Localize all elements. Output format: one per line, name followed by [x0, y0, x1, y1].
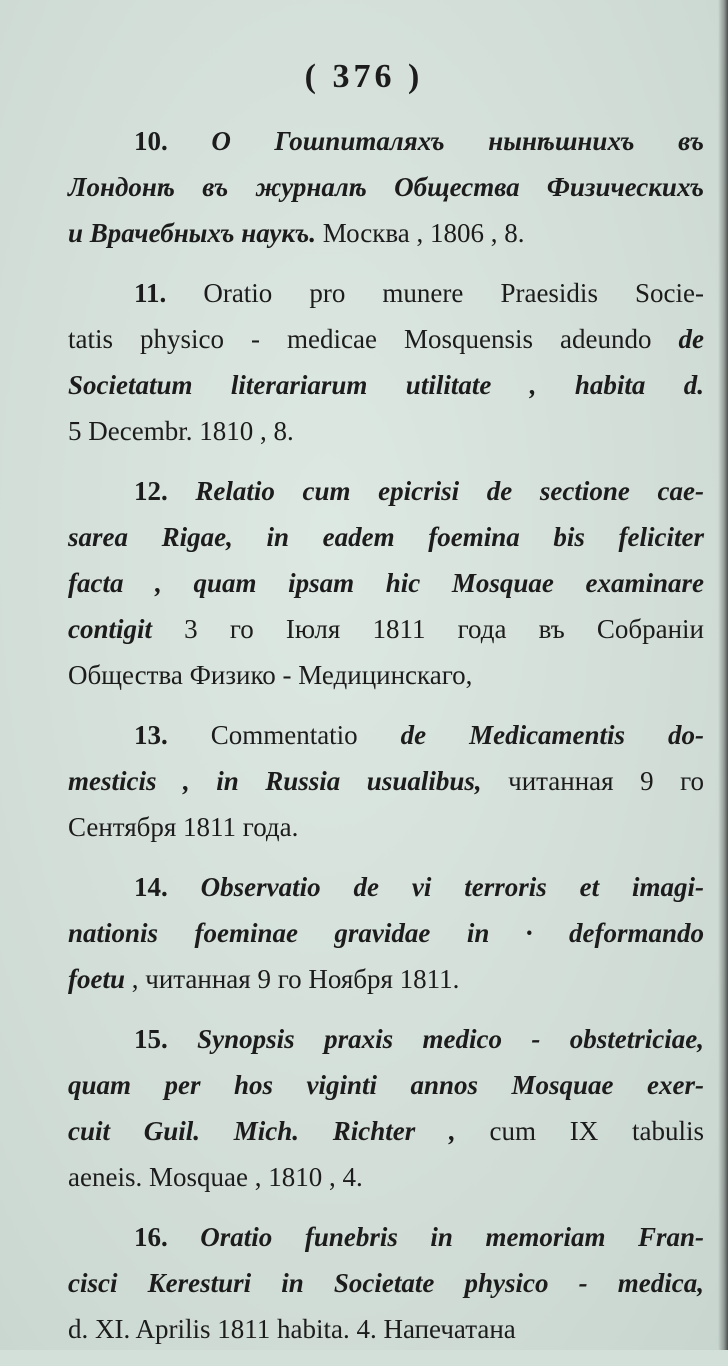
italic-text: cuit Guil. Mich. Richter , [68, 1116, 456, 1146]
italic-text: de [678, 324, 704, 354]
entry-line [68, 712, 704, 758]
italic-text: Observatio de vi terroris et imagi- [200, 872, 705, 902]
entry-number: 12. [134, 476, 196, 506]
entry-number: 15. [134, 1024, 198, 1054]
roman-text: Oratio pro munere Praesidis Socie- [203, 278, 704, 308]
bibliography-entry [68, 1214, 704, 1352]
entry-line [68, 956, 704, 1002]
italic-text: О Гошпиталяхъ нынѣшнихъ въ [211, 126, 704, 156]
roman-text: Сентября 1811 года. [68, 812, 299, 842]
bibliography-entry [68, 712, 704, 850]
roman-text: cum IX tabulis [455, 1116, 704, 1146]
italic-text: sarea Rigae, in eadem foemina bis feliciter [68, 522, 704, 552]
roman-text: Commentatio [210, 720, 401, 750]
entry-number: 10. [134, 126, 212, 156]
entry-line [68, 864, 704, 910]
entry-line [68, 164, 704, 210]
roman-text: aeneis. Mosquae , 1810 , 4. [68, 1162, 363, 1192]
entry-line [68, 1108, 704, 1154]
entry-line [68, 118, 704, 164]
bibliography-entry [68, 468, 704, 698]
italic-text: mesticis , in Russia usualibus, [68, 766, 482, 796]
entry-number: 16. [134, 1222, 201, 1252]
entry-number: 13. [134, 720, 211, 750]
roman-text: , читанная 9 го Ноября 1811. [125, 964, 460, 994]
entry-line [68, 560, 704, 606]
entry-number: 14. [134, 872, 201, 902]
entry-line [68, 468, 704, 514]
entry-line [68, 408, 704, 454]
entry-line [68, 1016, 704, 1062]
roman-text: 5 Decembr. 1810 , 8. [68, 416, 294, 446]
roman-text: tatis physico - medicae Mosquensis adeundo [68, 324, 679, 354]
entry-line [68, 210, 704, 256]
roman-text: Москва , 1806 , 8. [316, 218, 525, 248]
italic-text: cisci Keresturi in Societate physico - medica, [68, 1268, 704, 1298]
roman-text: Общества Физико - Медицинскаго, [68, 660, 473, 690]
roman-text: 3 го Іюля 1811 года въ Собраніи [152, 614, 704, 644]
entry-line [68, 1154, 704, 1200]
entry-line [68, 1306, 704, 1352]
bibliography-entry [68, 864, 704, 1002]
italic-text: Relatio cum epicrisi de sectione cae- [195, 476, 704, 506]
italic-text: Лондонѣ въ журналѣ Общества Физическихъ [68, 172, 704, 202]
entry-line [68, 652, 704, 698]
italic-text: de Medicamentis do- [400, 720, 705, 750]
bibliography-entry [68, 1016, 704, 1200]
entry-line [68, 1062, 704, 1108]
entry-line [68, 514, 704, 560]
entry-line [68, 1214, 704, 1260]
italic-text: nationis foeminae gravidae in · deformando [68, 918, 704, 948]
entry-line [68, 316, 704, 362]
entry-line [68, 804, 704, 850]
italic-text: Synopsis praxis medico - obstetriciae, [197, 1024, 705, 1054]
bibliography-entry [68, 118, 704, 256]
page-edge-shadow [718, 0, 728, 1350]
entry-line [68, 910, 704, 956]
bibliography-list [68, 118, 704, 1366]
entry-line [68, 606, 704, 652]
entry-line [68, 758, 704, 804]
entry-number: 11. [134, 278, 204, 308]
italic-text: contigit [68, 614, 153, 644]
entry-line [68, 1260, 704, 1306]
bibliography-entry [68, 270, 704, 454]
italic-text: и Врачебныхъ наукъ. [68, 218, 316, 248]
roman-text: d. XI. Aprilis 1811 habita. 4. Напечатана [68, 1314, 516, 1344]
italic-text: facta , quam ipsam hic Mosquae examinare [68, 568, 704, 598]
entry-line [68, 362, 704, 408]
page-number: ( 376 ) [304, 58, 424, 95]
italic-text: Societatum literariarum utilitate , habita d. [68, 370, 704, 400]
entry-line [68, 270, 704, 316]
italic-text: foetu [68, 964, 125, 994]
italic-text: Oratio funebris in memoriam Fran- [200, 1222, 705, 1252]
roman-text: читанная 9 го [481, 766, 704, 796]
italic-text: quam per hos viginti annos Mosquae exer- [68, 1070, 704, 1100]
